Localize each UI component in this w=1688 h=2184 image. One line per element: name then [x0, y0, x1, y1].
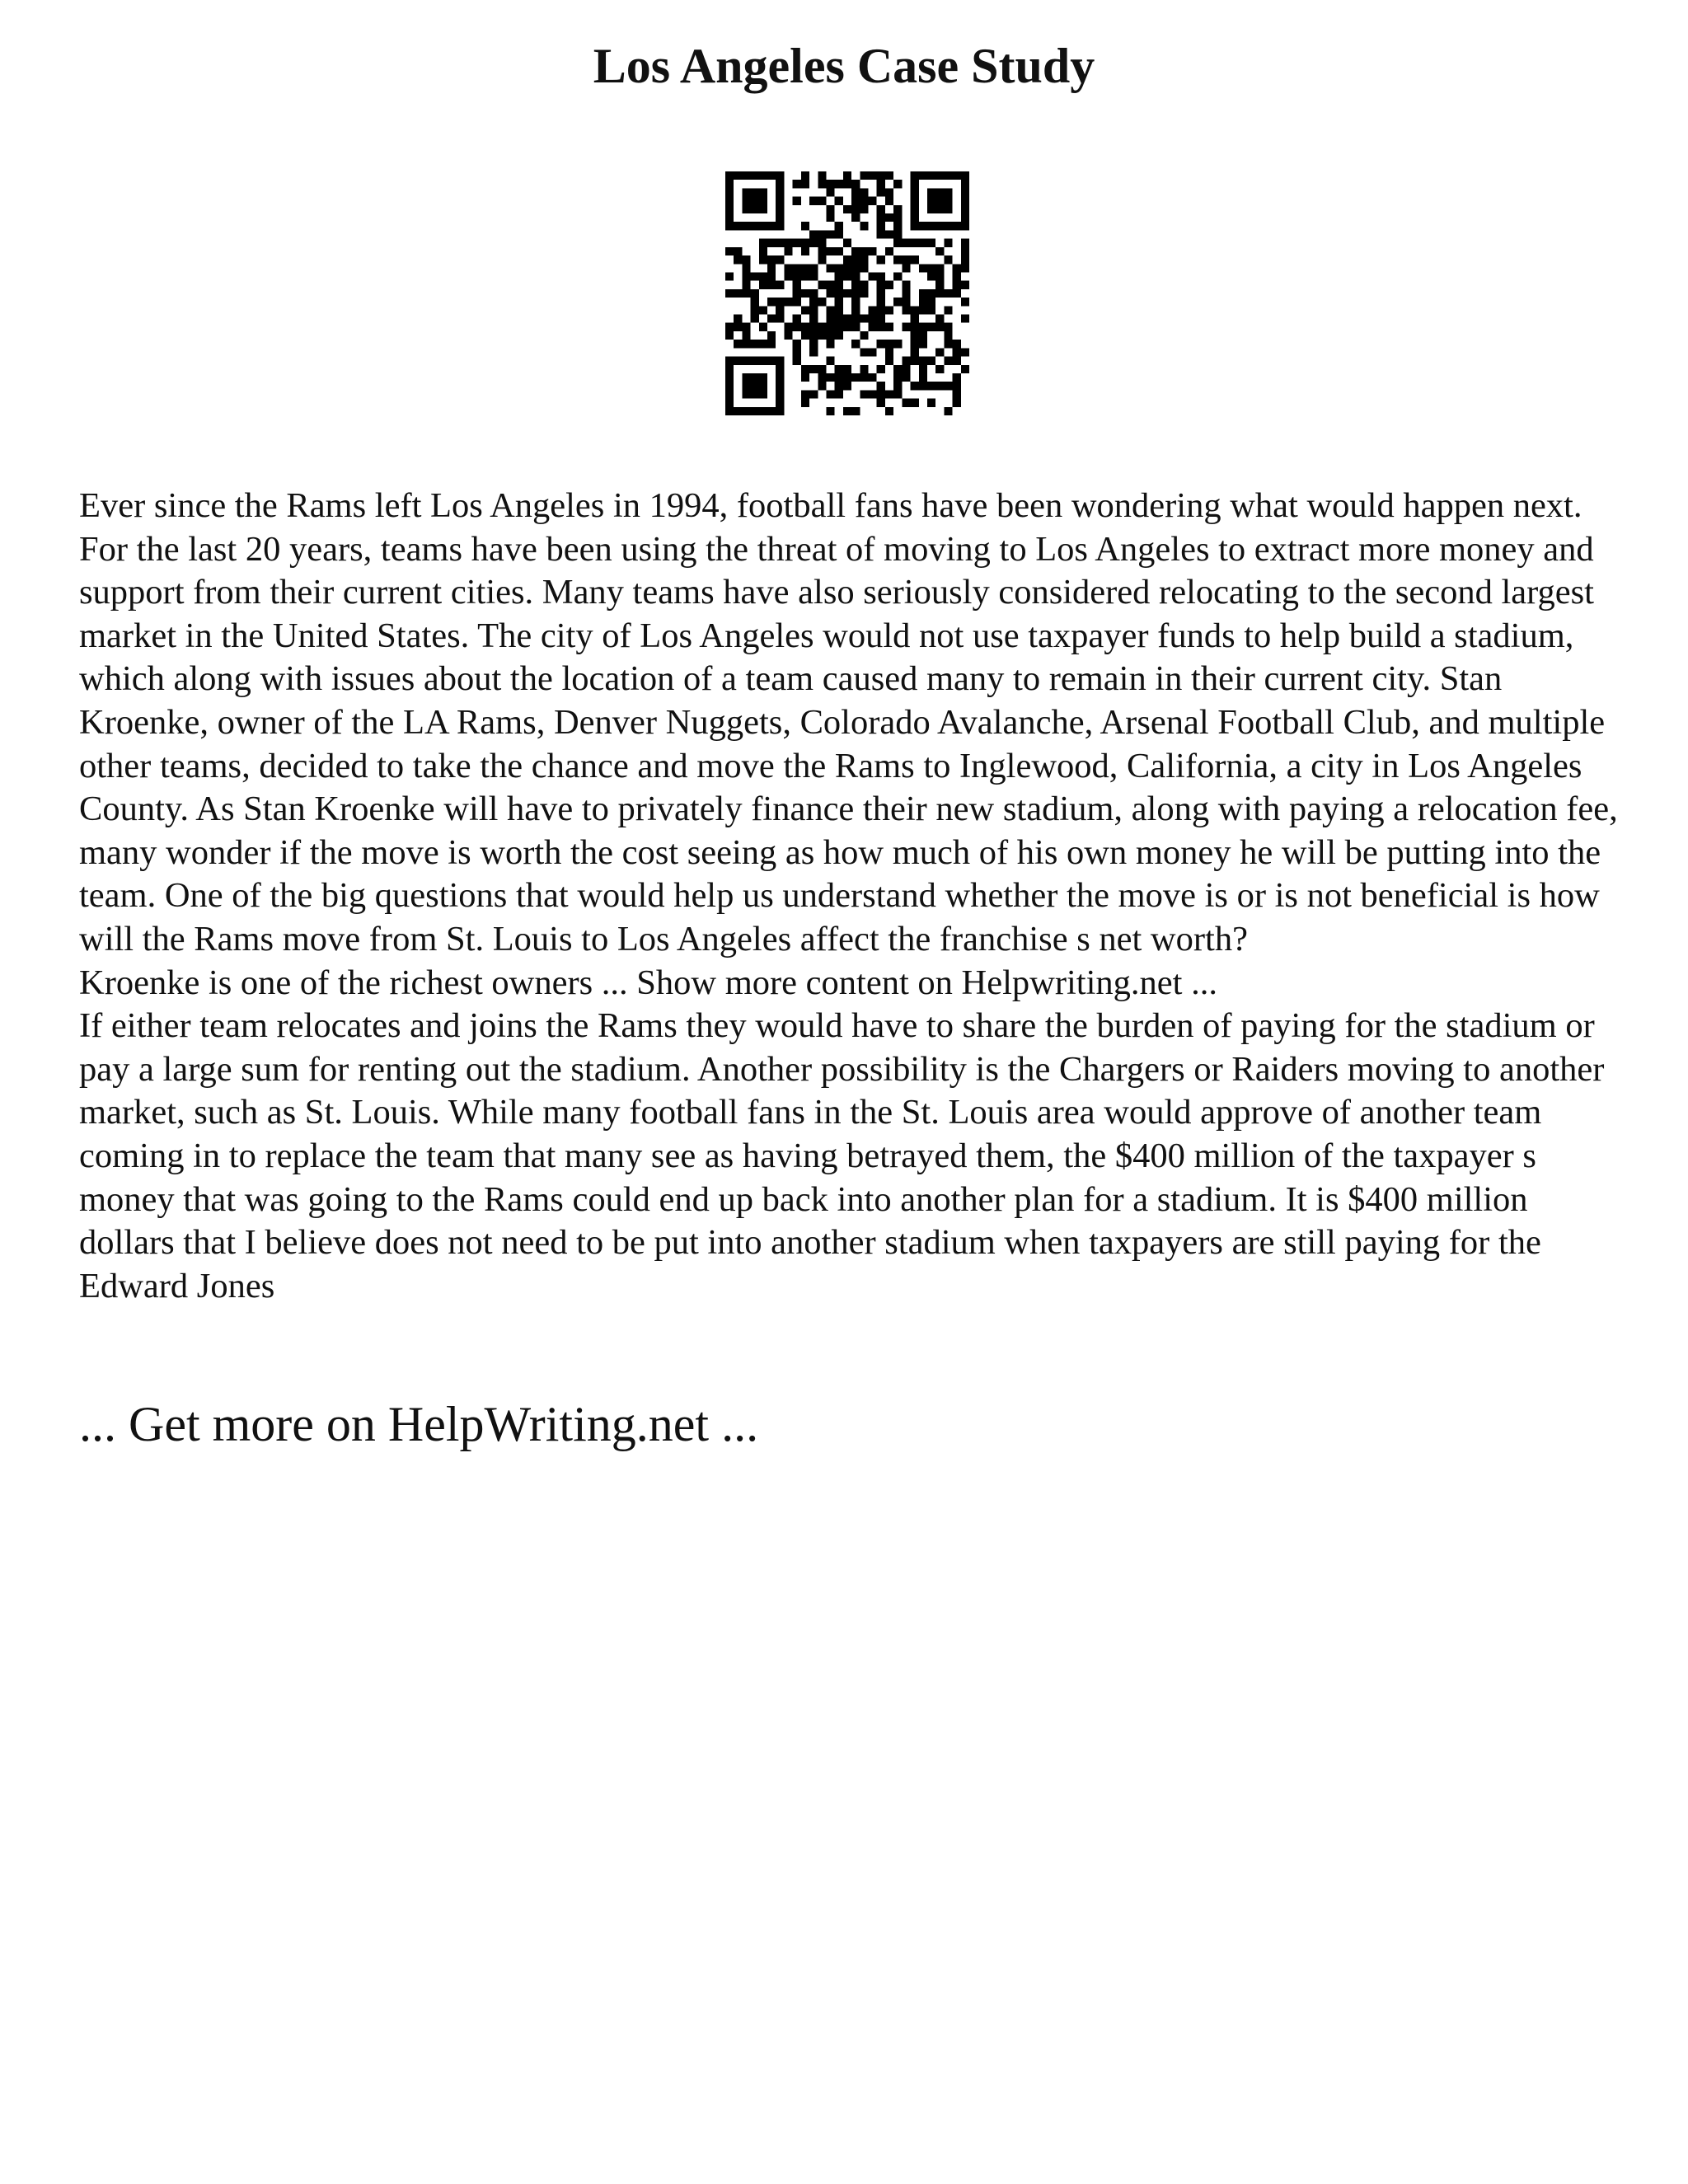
- get-more-link[interactable]: ... Get more on HelpWriting.net ...: [79, 1397, 759, 1451]
- document-title: Los Angeles Case Study: [593, 39, 1095, 93]
- paragraph-intro: Ever since the Rams left Los Angeles in 1994, football fans have been wondering what would happen next. For the last 20 years, teams have been using the threat of moving to Los Angeles to extract more money and support from their current cities. Many teams have also seriously considered relocating to the second largest market in the United States. The city of Los Angeles would not use taxpayer funds to help build a stadium, which along with issues about the location of a team caused many to remain in their current city. Stan Kroenke, owner of the LA Rams, Denver Nuggets, Colorado Avalanche, Arsenal Football Club, and multiple other teams, decided to take the chance and move the Rams to Inglewood, California, a city in Los Angeles County. As Stan Kroenke will have to privately finance their new stadium, along with paying a relocation fee, many wonder if the move is worth the cost seeing as how much of his own money he will be putting into the team. One of the big questions that would help us understand whether the move is or is not beneficial is how will the Rams move from St. Louis to Los Angeles affect the franchise s net worth?: [79, 486, 1618, 958]
- paragraph-continued: If either team relocates and joins the Rams they would have to share the burden of paying for the stadium or pay a large sum for renting out the stadium. Another possibility is the Chargers or Raiders moving to another market, such as St. Louis. While many football fans in the St. Louis area would approve of another team coming in to replace the team that many see as having betrayed them, the $400 million of the taxpayer s money that was going to the Rams could end up back into another plan for a stadium. It is $400 million dollars that I believe does not need to be put into another stadium when taxpayers are still paying for the Edward Jones: [79, 1006, 1605, 1305]
- paragraph-teaser: Kroenke is one of the richest owners ... Show more content on Helpwriting.net ...: [79, 963, 1217, 1002]
- qr-code-icon: [725, 171, 969, 415]
- article-body: [79, 485, 1629, 1308]
